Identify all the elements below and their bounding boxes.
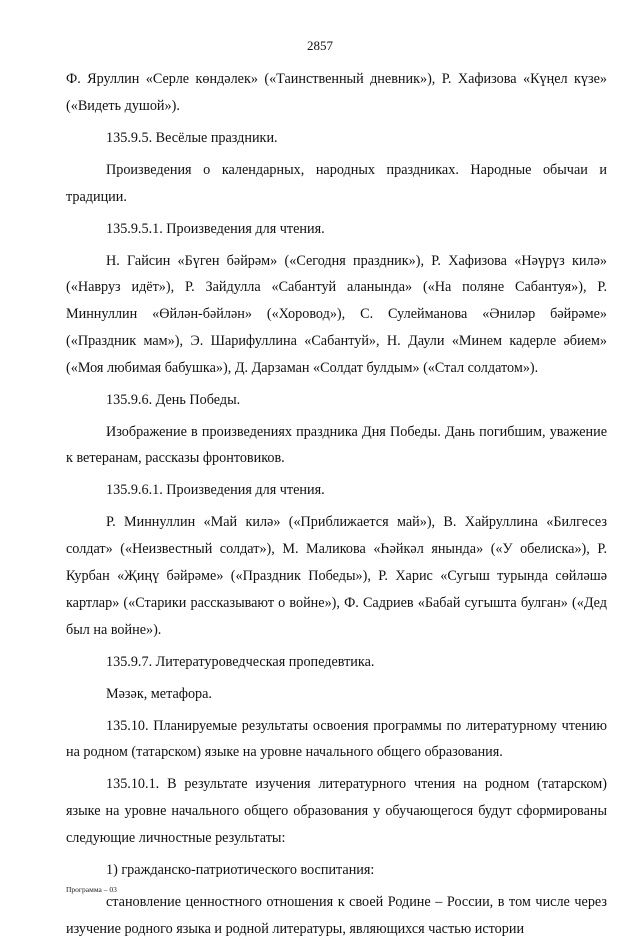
paragraph: 135.9.7. Литературоведческая пропедевтика. [106,653,375,670]
paragraph: Р. Миннуллин «Май килә» («Приближается май»), В. Хайруллина «Билгесез солдат» («Неизвестный солдат»), М. Маликова «Һәйкәл янында» («У обелиска»), Р. Курбан «Җиңү бәйрәме» («Праздник Победы»), Р. Харис «Сугыш турында сөйләшә картлар» («Старики рассказывают о войне»), Ф. Садриев «Бабай сугышта булган» («Дед был на войне»). [66,514,607,638]
paragraph: Мәзәк, метафора. [106,685,212,702]
paragraph: 135.10.1. В результате изучения литературного чтения на родном (татарском) языке на уровне начального общего образования у обучающегося будут сформированы следующие личностные результаты: [66,776,607,846]
paragraph: 135.9.5.1. Произведения для чтения. [106,220,325,237]
paragraph: Произведения о календарных, народных праздниках. Народные обычаи и традиции. [66,161,607,205]
paragraph: становление ценностного отношения к своей Родине – России, в том числе через изучение родного языка и родной литературы, являющихся частью истории [66,893,607,937]
paragraph: Ф. Яруллин «Серле көндәлек» («Таинственный дневник»), Р. Хафизова «Күңел күзе» («Видеть душой»). [66,71,607,114]
paragraph: Изображение в произведениях праздника Дня Победы. Дань погибшим, уважение к ветеранам, рассказы фронтовиков. [66,423,607,467]
paragraph: 135.9.6. День Победы. [106,391,241,408]
paragraph: Н. Гайсин «Бүген бәйрәм» («Сегодня праздник»), Р. Хафизова «Нәүрүз килә» («Навруз идёт»), Р. Зайдулла «Сабантуй аланында» («На поляне Сабантуя»), Р. Миннуллин «Өйлән-бәйлән» («Хоровод»), С. Сулейманова «Әниләр бәйрәме» («Праздник мам»), Э. Шарифуллина «Сабантуй», Н. Даули «Минем кадерле әбием» («Моя любимая бабушка»), Д. Дарзаман «Солдат булдым» («Стал солдатом»). [66,252,607,376]
paragraph: 135.9.6.1. Произведения для чтения. [106,482,325,499]
paragraph: 135.9.5. Весёлые праздники. [106,129,278,146]
page-number: 2857 [307,38,333,53]
page-footer: Программа – 03 [66,885,117,894]
document-body [66,66,607,948]
paragraph: 135.10. Планируемые результаты освоения программы по литературному чтению на родном (татарском) языке на уровне начального общего образования. [66,717,607,761]
paragraph: 1) гражданско-патриотического воспитания: [106,861,375,878]
